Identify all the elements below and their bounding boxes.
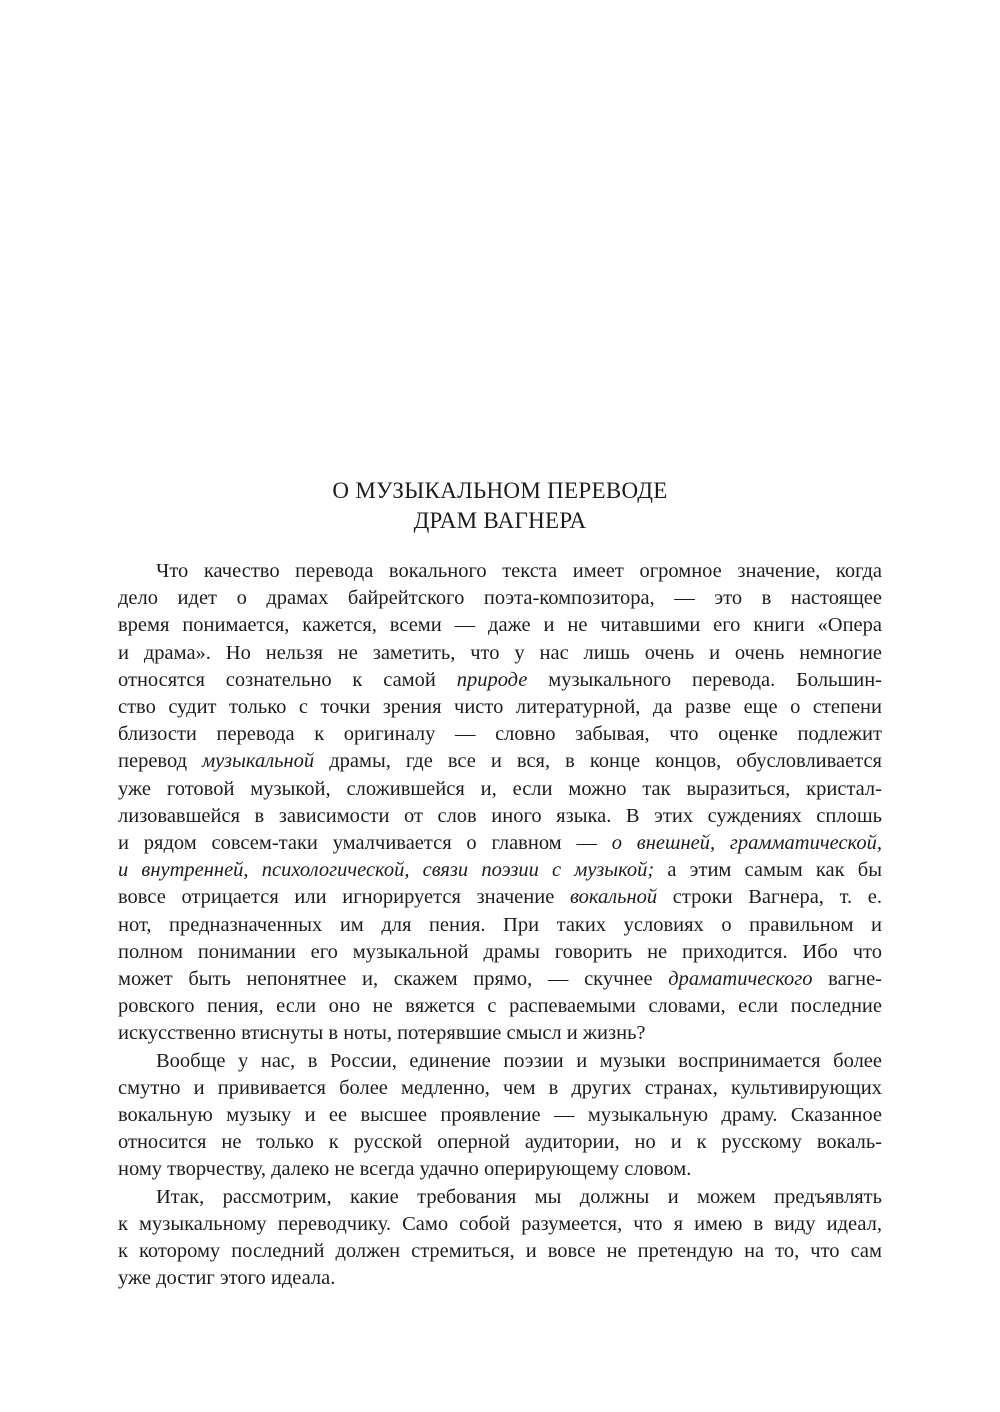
text-line: искусственно втиснуты в ноты, потерявшие смысл и жизнь? [118,1022,646,1045]
paragraph-1 [118,558,882,1048]
text-line: относится не только к русской оперной аудитории, но и к русскому вокаль- [118,1131,882,1154]
text-line: к которому последний должен стремиться, и вовсе не претендую на то, что сам [118,1240,882,1263]
text-line: Итак, рассмотрим, какие требования мы должны и можем предъявлять [156,1185,882,1208]
text-line [118,748,882,775]
text-segment: вагне- [812,968,882,991]
text-line: полном понимании его музыкальной драмы говорить не приходится. Ибо что [118,940,882,963]
text-segment: относятся сознательно к самой [118,668,457,691]
text-line: уже готовой музыкой, сложившейся и, если можно так выразиться, кристал- [118,777,882,800]
chapter-title-line-1: О МУЗЫКАЛЬНОМ ПЕРЕВОДЕ [332,478,668,503]
italic-text: музыкальной [202,750,315,773]
text-line: Вообще у нас, в России, единение поэзии и музыки воспринимается более [156,1049,882,1072]
text-line [118,884,882,911]
text-line: Что качество перевода вокального текста имеет огромное значение, когда [156,560,882,582]
text-line: уже достиг этого идеала. [118,1267,336,1290]
body-text [118,558,882,1292]
text-line: нот, предназначенных им для пения. При таких условиях о правильном и [118,913,882,936]
italic-text: и внутренней, психологической, связи поэзии с музыкой; [118,859,655,882]
italic-text: вокальной [569,886,658,909]
text-line [118,830,882,857]
text-line [118,667,882,694]
text-segment: музыкального перевода. Большин- [527,668,882,691]
text-line: вокальную музыку и ее высшее проявление — музыкальную драму. Сказанное [118,1104,882,1127]
paragraph-2 [118,1048,882,1184]
text-segment: драмы, где все и вся, в конце концов, обусловливается [314,750,882,773]
text-line [118,857,882,884]
italic-text: природе [456,668,528,691]
paragraph-3 [118,1184,882,1293]
text-segment: может быть непонятнее и, скажем прямо, — скучнее [118,968,669,991]
text-line: близости перевода к оригиналу — словно забывая, что оценке подлежит [118,723,882,746]
text-line: к музыкальному переводчику. Само собой разумеется, что я имею в виду идеал, [118,1212,882,1235]
text-line: смутно и прививается более медленно, чем в других странах, культивирующих [118,1076,882,1099]
text-line: и драма». Но нельзя не заметить, что у нас лишь очень и очень немногие [118,641,882,664]
text-line: ство судит только с точки зрения чисто литературной, да разве еще о степени [118,696,882,719]
text-line: ному творчеству, далеко не всегда удачно оперирующему словом. [118,1158,692,1181]
text-line: дело идет о драмах байрейтского поэта-композитора, — это в настоящее [118,587,882,610]
text-segment: перевод [118,750,203,773]
text-line: лизовавшейся в зависимости от слов иного языка. В этих суждениях сплошь [118,804,882,827]
text-segment: строки Вагнера, т. е. [657,886,882,909]
italic-text: о внешней, грамматической, [611,832,882,855]
text-line [118,966,882,993]
text-segment: вовсе отрицается или игнорируется значение [118,886,570,909]
chapter-title-line-2: ДРАМ ВАГНЕРА [413,508,587,533]
italic-text: драматического [668,968,813,991]
text-line: ровского пения, если оно не вяжется с распеваемыми словами, если последние [118,995,882,1018]
text-segment: а этим самым как бы [654,859,882,882]
text-segment: и рядом совсем-таки умалчивается о главном — [118,832,612,855]
chapter-title [0,476,1000,536]
text-line: время понимается, кажется, всеми — даже и не читавшими его книги «Опера [118,614,882,637]
